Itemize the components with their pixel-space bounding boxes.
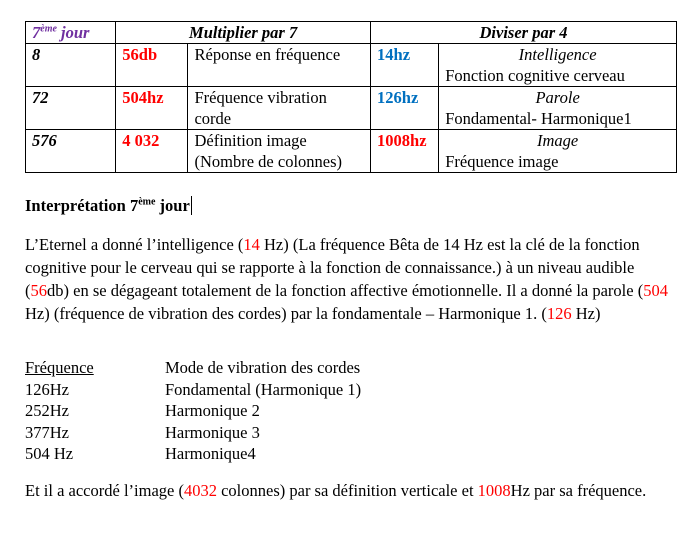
header-multiplier: Multiplier par 7 (116, 22, 371, 44)
div-description: Intelligence Fonction cognitive cerveau (439, 44, 677, 87)
table-row (26, 130, 677, 173)
day-sup: ème (40, 23, 57, 35)
vibration-mode-list (25, 357, 361, 465)
interpretation-paragraph: L’Eternel a donné l’intelligence (14 Hz) (La fréquence Bêta de 14 Hz est la clé de la fonction cognitive pour le cerveau qui se rapporte à la fonction de connaissance.) à un niveau audible (56db) en se dégageant totalement de la fonction affective émotionnelle. Il a donné la parole (504 Hz) (fréquence de vibration des cordes) par la fondamentale – Harmonique 1. (126 Hz) (25, 235, 668, 323)
list-item: 377Hz Harmonique 3 (25, 422, 260, 442)
mult-value: 4 032 (116, 130, 188, 173)
row-number: 72 (26, 87, 116, 130)
table-header-row (26, 22, 677, 44)
closing-paragraph: Et il a accordé l’image (4032 colonnes) par sa définition verticale et 1008Hz par sa fréquence. (25, 481, 647, 500)
div-value: 126hz (371, 87, 439, 130)
day-word: jour (56, 23, 90, 42)
list-item: 252Hz Harmonique 2 (25, 401, 260, 420)
table-row (26, 44, 677, 87)
mult-value: 56db (116, 44, 188, 87)
mult-value: 504hz (116, 87, 188, 130)
header-day (26, 22, 116, 44)
row-number: 8 (26, 44, 116, 87)
list-header (25, 357, 361, 379)
list-item: 126Hz Fondamental (Harmonique 1) (25, 379, 362, 399)
frequency-header: Fréquence (25, 358, 94, 377)
text-cursor (191, 196, 192, 215)
row-number: 576 (26, 130, 116, 173)
div-description: Parole Fondamental- Harmonique1 (439, 87, 677, 130)
header-diviser: Diviser par 4 (371, 22, 677, 44)
frequency-table (25, 21, 677, 173)
mult-description: Réponse en fréquence (188, 44, 371, 87)
mode-header: Mode de vibration des cordes (165, 358, 361, 377)
list-item: 504 Hz Harmonique4 (25, 444, 256, 463)
mult-description: Fréquence vibration corde (188, 87, 371, 130)
day-number: 7 (32, 23, 41, 42)
div-value: 1008hz (371, 130, 439, 173)
div-value: 14hz (371, 44, 439, 87)
mult-description: Définition image (Nombre de colonnes) (188, 130, 371, 173)
div-description: Image Fréquence image (439, 130, 677, 173)
table-row (26, 87, 677, 130)
section-heading: Interprétation 7ème jour (25, 196, 190, 215)
